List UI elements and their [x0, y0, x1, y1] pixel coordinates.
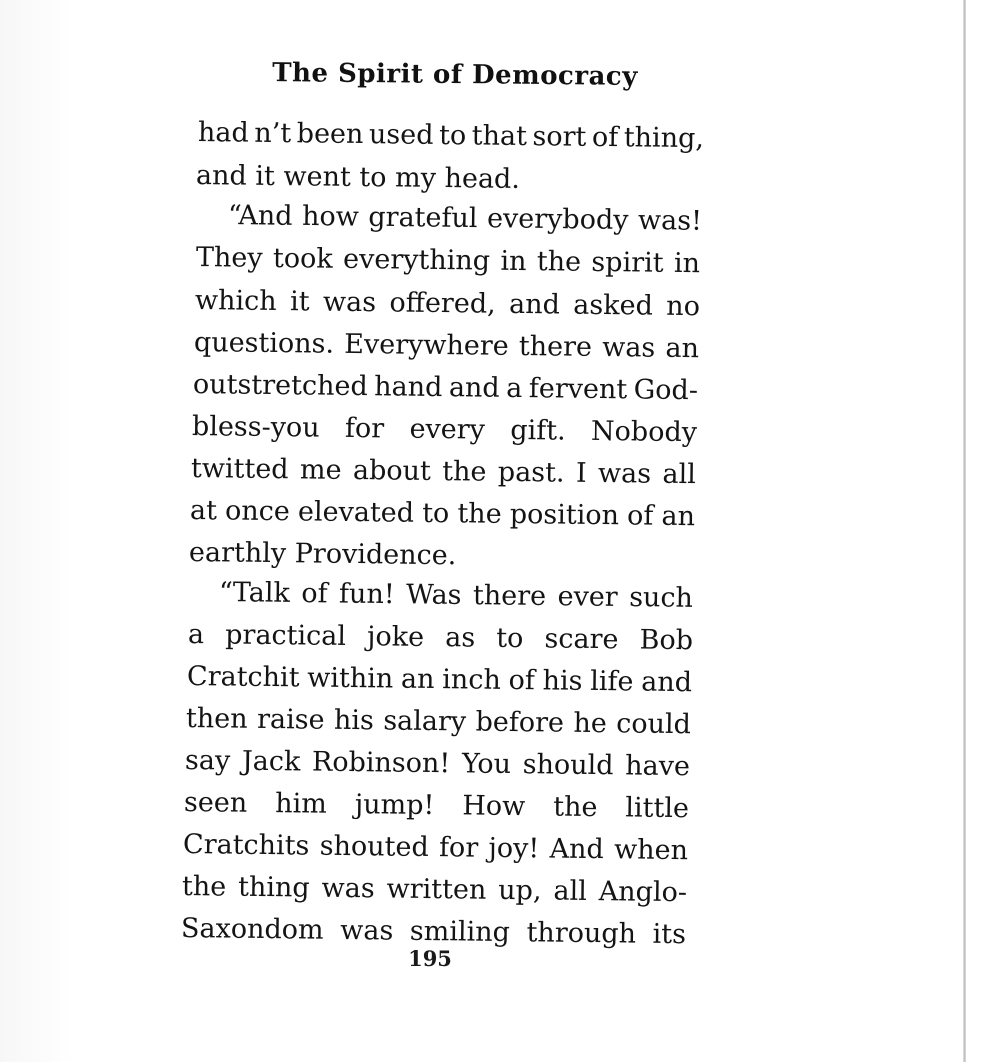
word: went [283, 161, 352, 193]
word: his [333, 704, 375, 737]
word: Was [405, 579, 462, 611]
word: everybody [486, 203, 629, 236]
text-line [228, 200, 702, 240]
text-line [190, 495, 695, 535]
text-line [192, 411, 697, 451]
word: grateful [368, 201, 478, 235]
word: a [187, 619, 205, 651]
word: smiling [409, 915, 511, 949]
word: Jack [241, 745, 301, 778]
word: it [255, 160, 276, 192]
word: up, [498, 874, 542, 907]
word: the [442, 456, 487, 488]
text-line [196, 160, 536, 198]
word: fun! [338, 578, 395, 611]
word: I [575, 457, 587, 489]
word: fervent [528, 373, 628, 406]
word: was! [637, 205, 703, 237]
word: hand [374, 371, 443, 404]
word: God- [633, 374, 699, 407]
word: You [461, 748, 512, 780]
word: sort [532, 121, 587, 153]
text-line [196, 242, 700, 282]
text-line [195, 285, 700, 325]
word: and [448, 372, 500, 404]
word: everything [342, 243, 491, 277]
text-line [185, 745, 690, 785]
word: as [445, 622, 476, 654]
word: how [301, 200, 360, 233]
word: head. [444, 163, 521, 195]
word: twitted [190, 453, 289, 486]
word: to [438, 119, 467, 152]
word: raise [256, 703, 325, 736]
text-line [183, 829, 688, 869]
word: been [296, 118, 364, 151]
text-line [198, 117, 704, 157]
word: its [652, 918, 687, 951]
word: should [522, 749, 614, 782]
word: of [626, 500, 654, 532]
word: “And [227, 200, 293, 232]
word: at [189, 495, 218, 527]
word: scare [544, 623, 619, 656]
word: took [272, 242, 333, 275]
word: Robinson! [311, 746, 451, 780]
word: asked [573, 289, 654, 322]
word: outstretched [192, 369, 368, 403]
word: for [438, 832, 479, 864]
word: an [661, 500, 696, 533]
word: joy! [488, 832, 540, 865]
word: ever [557, 581, 618, 613]
word: spirit [591, 246, 664, 279]
word: it [289, 286, 310, 318]
word: little [625, 792, 690, 825]
text-line [194, 327, 699, 367]
word: and [195, 160, 247, 192]
word: such [628, 582, 694, 614]
word: every [409, 413, 486, 446]
word: and [508, 288, 561, 321]
word: They [195, 242, 263, 274]
word: was [602, 331, 656, 364]
word: once [224, 495, 291, 528]
word: practical [225, 619, 347, 652]
word: earthly [188, 537, 287, 570]
text-line [182, 871, 687, 911]
word: in [673, 247, 701, 280]
word: which [194, 285, 277, 317]
word: in [500, 245, 527, 278]
word: gift. [510, 414, 566, 447]
text-line [193, 369, 698, 409]
word: that [471, 120, 528, 153]
word: me [299, 454, 342, 486]
word: “Talk [218, 577, 291, 609]
word: was [321, 872, 375, 905]
word: thing, [623, 122, 705, 155]
word: And [549, 833, 604, 866]
word: say [184, 745, 231, 777]
word: before [475, 706, 565, 739]
word: all [662, 458, 697, 491]
word: questions. [193, 327, 335, 360]
text-line [186, 703, 691, 743]
word: elevated [297, 496, 415, 529]
word: he [573, 707, 607, 740]
word: all [553, 875, 588, 907]
word: was [322, 286, 377, 319]
word: inch [442, 664, 502, 696]
word: my [394, 162, 437, 194]
text-line [219, 577, 693, 617]
word: the [181, 871, 227, 903]
word: then [185, 703, 248, 735]
text-line [191, 453, 696, 493]
word: n’t [254, 117, 292, 150]
word: used [368, 119, 434, 151]
word: Cratchits [182, 829, 310, 862]
word: to [359, 161, 387, 194]
word: bless-you [191, 411, 320, 444]
word: How [462, 790, 526, 823]
word: through [526, 917, 637, 950]
word: there [472, 580, 547, 612]
word: an [400, 663, 435, 696]
word: there [518, 330, 593, 363]
running-head-title: The Spirit of Democracy [272, 58, 638, 92]
word: of [591, 121, 619, 154]
word: him [275, 788, 328, 820]
word: Bob [639, 624, 694, 657]
page-number: 195 [408, 946, 452, 971]
word: Anglo- [598, 876, 688, 909]
word: and [641, 666, 693, 699]
word: to [496, 622, 524, 655]
word: seen [183, 787, 248, 819]
word: of [508, 664, 536, 697]
word: within [307, 662, 394, 695]
word: had [197, 117, 249, 149]
word: written [386, 873, 487, 906]
word: his [542, 665, 583, 697]
word: was [340, 914, 394, 947]
word: offered, [389, 287, 496, 320]
word: about [352, 454, 432, 487]
word: was [597, 457, 652, 490]
word: an [665, 332, 700, 365]
text-line [184, 787, 689, 827]
word: no [666, 290, 701, 323]
text-line [189, 537, 489, 575]
word: Cratchit [186, 661, 300, 694]
word: joke [366, 621, 425, 653]
word: when [613, 834, 689, 867]
word: salary [383, 705, 467, 738]
word: past. [497, 456, 565, 489]
word: to [421, 497, 450, 530]
word: Saxondom [180, 913, 324, 946]
word: Nobody [590, 415, 698, 449]
word: jump! [354, 789, 435, 822]
word: the [536, 246, 582, 278]
word: position [509, 498, 620, 532]
word: shouted [319, 830, 429, 864]
word: Everywhere [344, 328, 509, 362]
text-line [187, 661, 692, 701]
word: a [506, 372, 523, 405]
word: the [457, 498, 502, 530]
word: for [344, 412, 385, 445]
word: the [553, 791, 598, 824]
word: life [590, 665, 634, 698]
word: of [301, 578, 328, 610]
word: could [616, 708, 692, 741]
word: have [625, 750, 691, 783]
word: Providence. [294, 538, 457, 572]
word: thing [237, 871, 310, 904]
text-line [188, 619, 693, 659]
